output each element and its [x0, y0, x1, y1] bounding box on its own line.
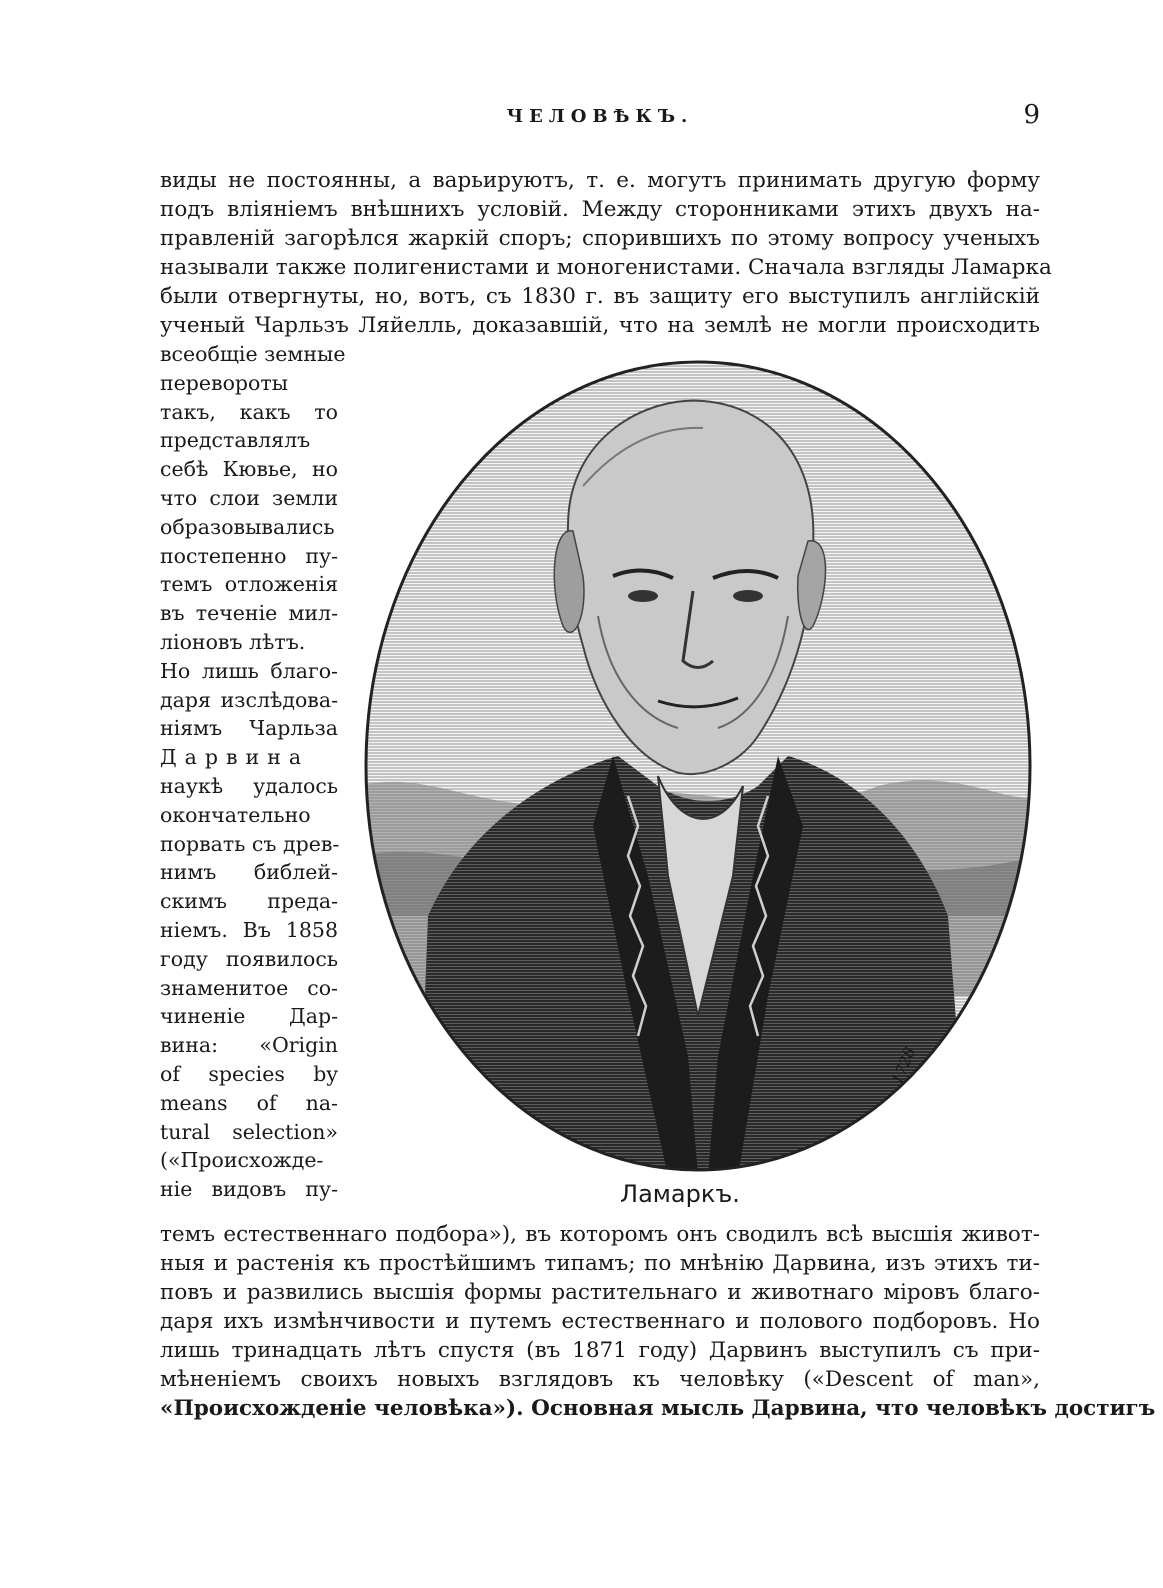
bottom-paragraph [160, 1220, 1156, 1423]
side-line: образовывались [160, 514, 335, 539]
side-line: чиненіе Дар- [160, 1004, 338, 1029]
running-title: ЧЕЛОВѢКЪ. [506, 106, 694, 127]
side-line: постепенно пу- [160, 543, 338, 568]
figure-caption: Ламаркъ. [620, 1180, 740, 1208]
text-line: называли также полигенистами и моногенистами. Сначала взгляды Ламарка [160, 255, 1052, 280]
side-line: порвать съ древ- [160, 831, 340, 856]
text-line: даря ихъ измѣнчивости и путемъ естественнаго и полового подборовъ. Но [160, 1309, 1040, 1334]
page-header [160, 100, 1040, 140]
side-line: («Происхожде- [160, 1148, 324, 1173]
side-line: means of na- [160, 1090, 338, 1115]
side-line: tural selection» [160, 1119, 338, 1144]
side-line: нимъ библей- [160, 860, 338, 885]
top-paragraph [160, 166, 1052, 340]
text-line: правленій загорѣлся жаркій споръ; спорившихъ по этому вопросу ученыхъ [160, 226, 1040, 251]
side-line: всеобщіе земные [160, 342, 346, 366]
side-line: себѣ Кювье, но [160, 457, 338, 482]
engraver-mark: 1728 [888, 1044, 919, 1087]
side-line: Дарвина [160, 745, 310, 770]
side-line: ніямъ Чарльза [160, 716, 338, 741]
side-line: of species by [160, 1061, 338, 1086]
text-line: были отвергнуты, но, вотъ, съ 1830 г. въ защиту его выступилъ англійскій [160, 284, 1040, 309]
side-line: знаменитое со- [160, 975, 338, 1000]
text-line: темъ естественнаго подбора»), въ которомъ онъ сводилъ всѣ высшія живот- [160, 1222, 1040, 1247]
side-line: скимъ преда- [160, 889, 338, 914]
side-line: ніемъ. Въ 1858 [160, 917, 338, 942]
side-line: даря изслѣдова- [160, 687, 338, 712]
side-column [160, 340, 346, 1204]
text-line: ныя и растенія къ простѣйшимъ типамъ; по мнѣнію Дарвина, изъ этихъ ти- [160, 1251, 1040, 1276]
side-line: вина: «Origin [160, 1033, 338, 1058]
text-line: лишь тринадцать лѣтъ спустя (въ 1871 году) Дарвинъ выступилъ съ при- [160, 1338, 1040, 1363]
text-line: «Происхожденіе человѣка»). Основная мысль Дарвина, что человѣкъ достигъ [160, 1396, 1156, 1421]
text-line: повъ и развились высшія формы растительнаго и животнаго міровъ благо- [160, 1280, 1040, 1305]
text-line: мѣненіемъ своихъ новыхъ взглядовъ къ человѣку («Descent of man», [160, 1367, 1040, 1392]
lamarck-portrait [358, 356, 1038, 1176]
page-number: 9 [1023, 100, 1040, 130]
text-line: подъ вліяніемъ внѣшнихъ условій. Между сторонниками этихъ двухъ на- [160, 197, 1040, 222]
text-line: ученый Чарльзъ Ляйелль, доказавшій, что на землѣ не могли происходить [160, 313, 1040, 338]
side-line: ніе видовъ пу- [160, 1177, 338, 1202]
side-line: представлялъ [160, 428, 311, 453]
side-line: что слои земли [160, 485, 338, 510]
side-line: ліоновъ лѣтъ. [160, 629, 306, 654]
side-line: Но лишь благо- [160, 658, 338, 683]
side-line: году появилось [160, 946, 338, 971]
side-line: такъ, какъ то [160, 399, 338, 424]
side-line: окончательно [160, 802, 311, 827]
text-line: виды не постоянны, а варьируютъ, т. е. могутъ принимать другую форму [160, 168, 1040, 193]
side-line: наукѣ удалось [160, 773, 338, 798]
side-line: перевороты [160, 370, 289, 395]
side-line: въ теченіе мил- [160, 601, 338, 626]
side-line: темъ отложенія [160, 572, 338, 597]
